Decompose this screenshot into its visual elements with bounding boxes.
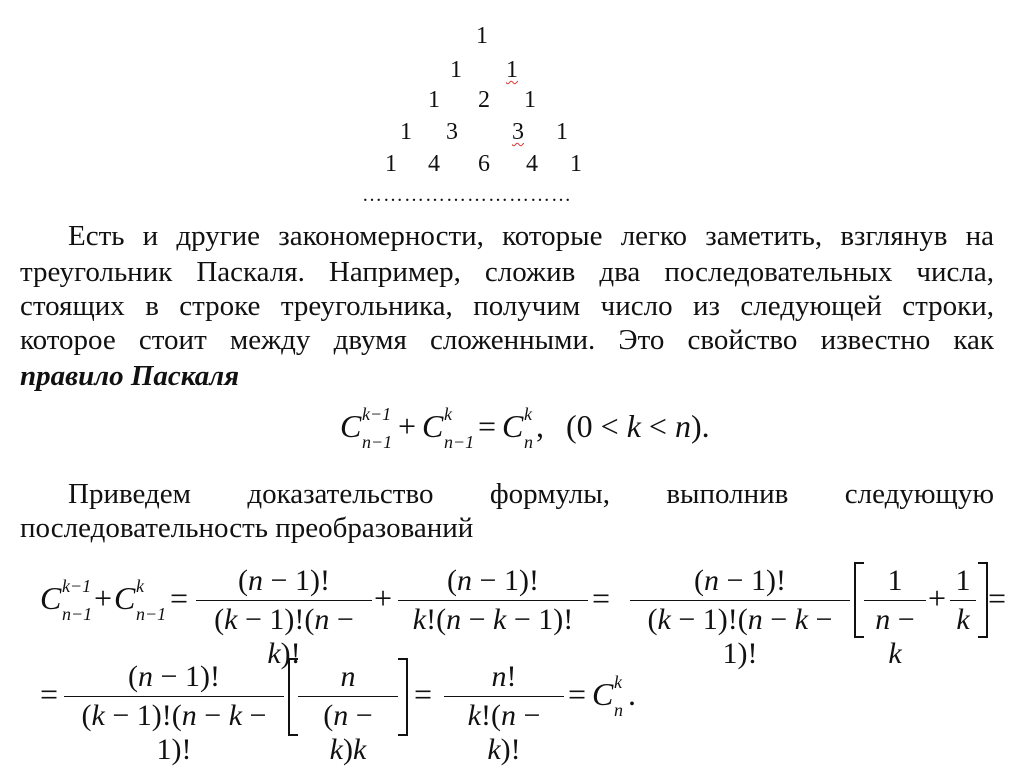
paragraph-line: треугольник Паскаля. Например, сложив два последовательных числа, — [20, 256, 994, 288]
triangle-cell: 1 — [570, 151, 582, 177]
paragraph-line: Есть и другие закономерности, которые легко заметить, взглянув на — [68, 220, 994, 252]
triangle-cell: 1 — [400, 119, 412, 145]
triangle-cell: 1 — [476, 23, 488, 49]
triangle-cell: 4 — [428, 151, 440, 177]
proof-line-2-text — [0, 0, 1, 1]
triangle-cell: 1 — [524, 87, 536, 113]
triangle-cell: 3 — [446, 119, 458, 145]
rule-formula: C k−1 n−1 + C k n−1 = C k n , (0 < k < n). — [340, 404, 710, 452]
triangle-cell: 1 — [385, 151, 397, 177]
proof-line-1: C k−1 n−1 + C k n−1 = (n − 1)! (k − 1)!(n − k)! + (n − 1)! k!(n − k − 1)! = (n − 1)! (k − 1)!(n − k − 1)! 1 n − k + 1 k = — [40, 564, 1007, 670]
paragraph-line: последовательность преобразований — [20, 512, 474, 544]
proof-line-2: = (n − 1)! (k − 1)!(n − k − 1)! n (n − k)k = n! k!(n − k)! = C k n . — [40, 660, 636, 766]
triangle-cell: 1 — [556, 119, 568, 145]
paragraph-line: стоящих в строке треугольника, получим число из следующей строки, — [20, 290, 994, 322]
triangle-cell: 1 — [450, 57, 462, 83]
paragraph-line: Приведем доказательство формулы, выполнив следующую — [68, 478, 994, 510]
paragraph-line: которое стоит между двумя сложенными. Это свойство известно как — [20, 324, 994, 356]
triangle-cell: 2 — [478, 87, 490, 113]
triangle-cell: 4 — [526, 151, 538, 177]
triangle-cell: 6 — [478, 151, 490, 177]
term-pascal-rule: правило Паскаля — [20, 360, 240, 392]
triangle-cell: 3 — [512, 119, 524, 145]
triangle-ellipsis: ………………………… — [362, 184, 572, 206]
triangle-cell: 1 — [428, 87, 440, 113]
triangle-cell: 1 — [506, 57, 518, 83]
